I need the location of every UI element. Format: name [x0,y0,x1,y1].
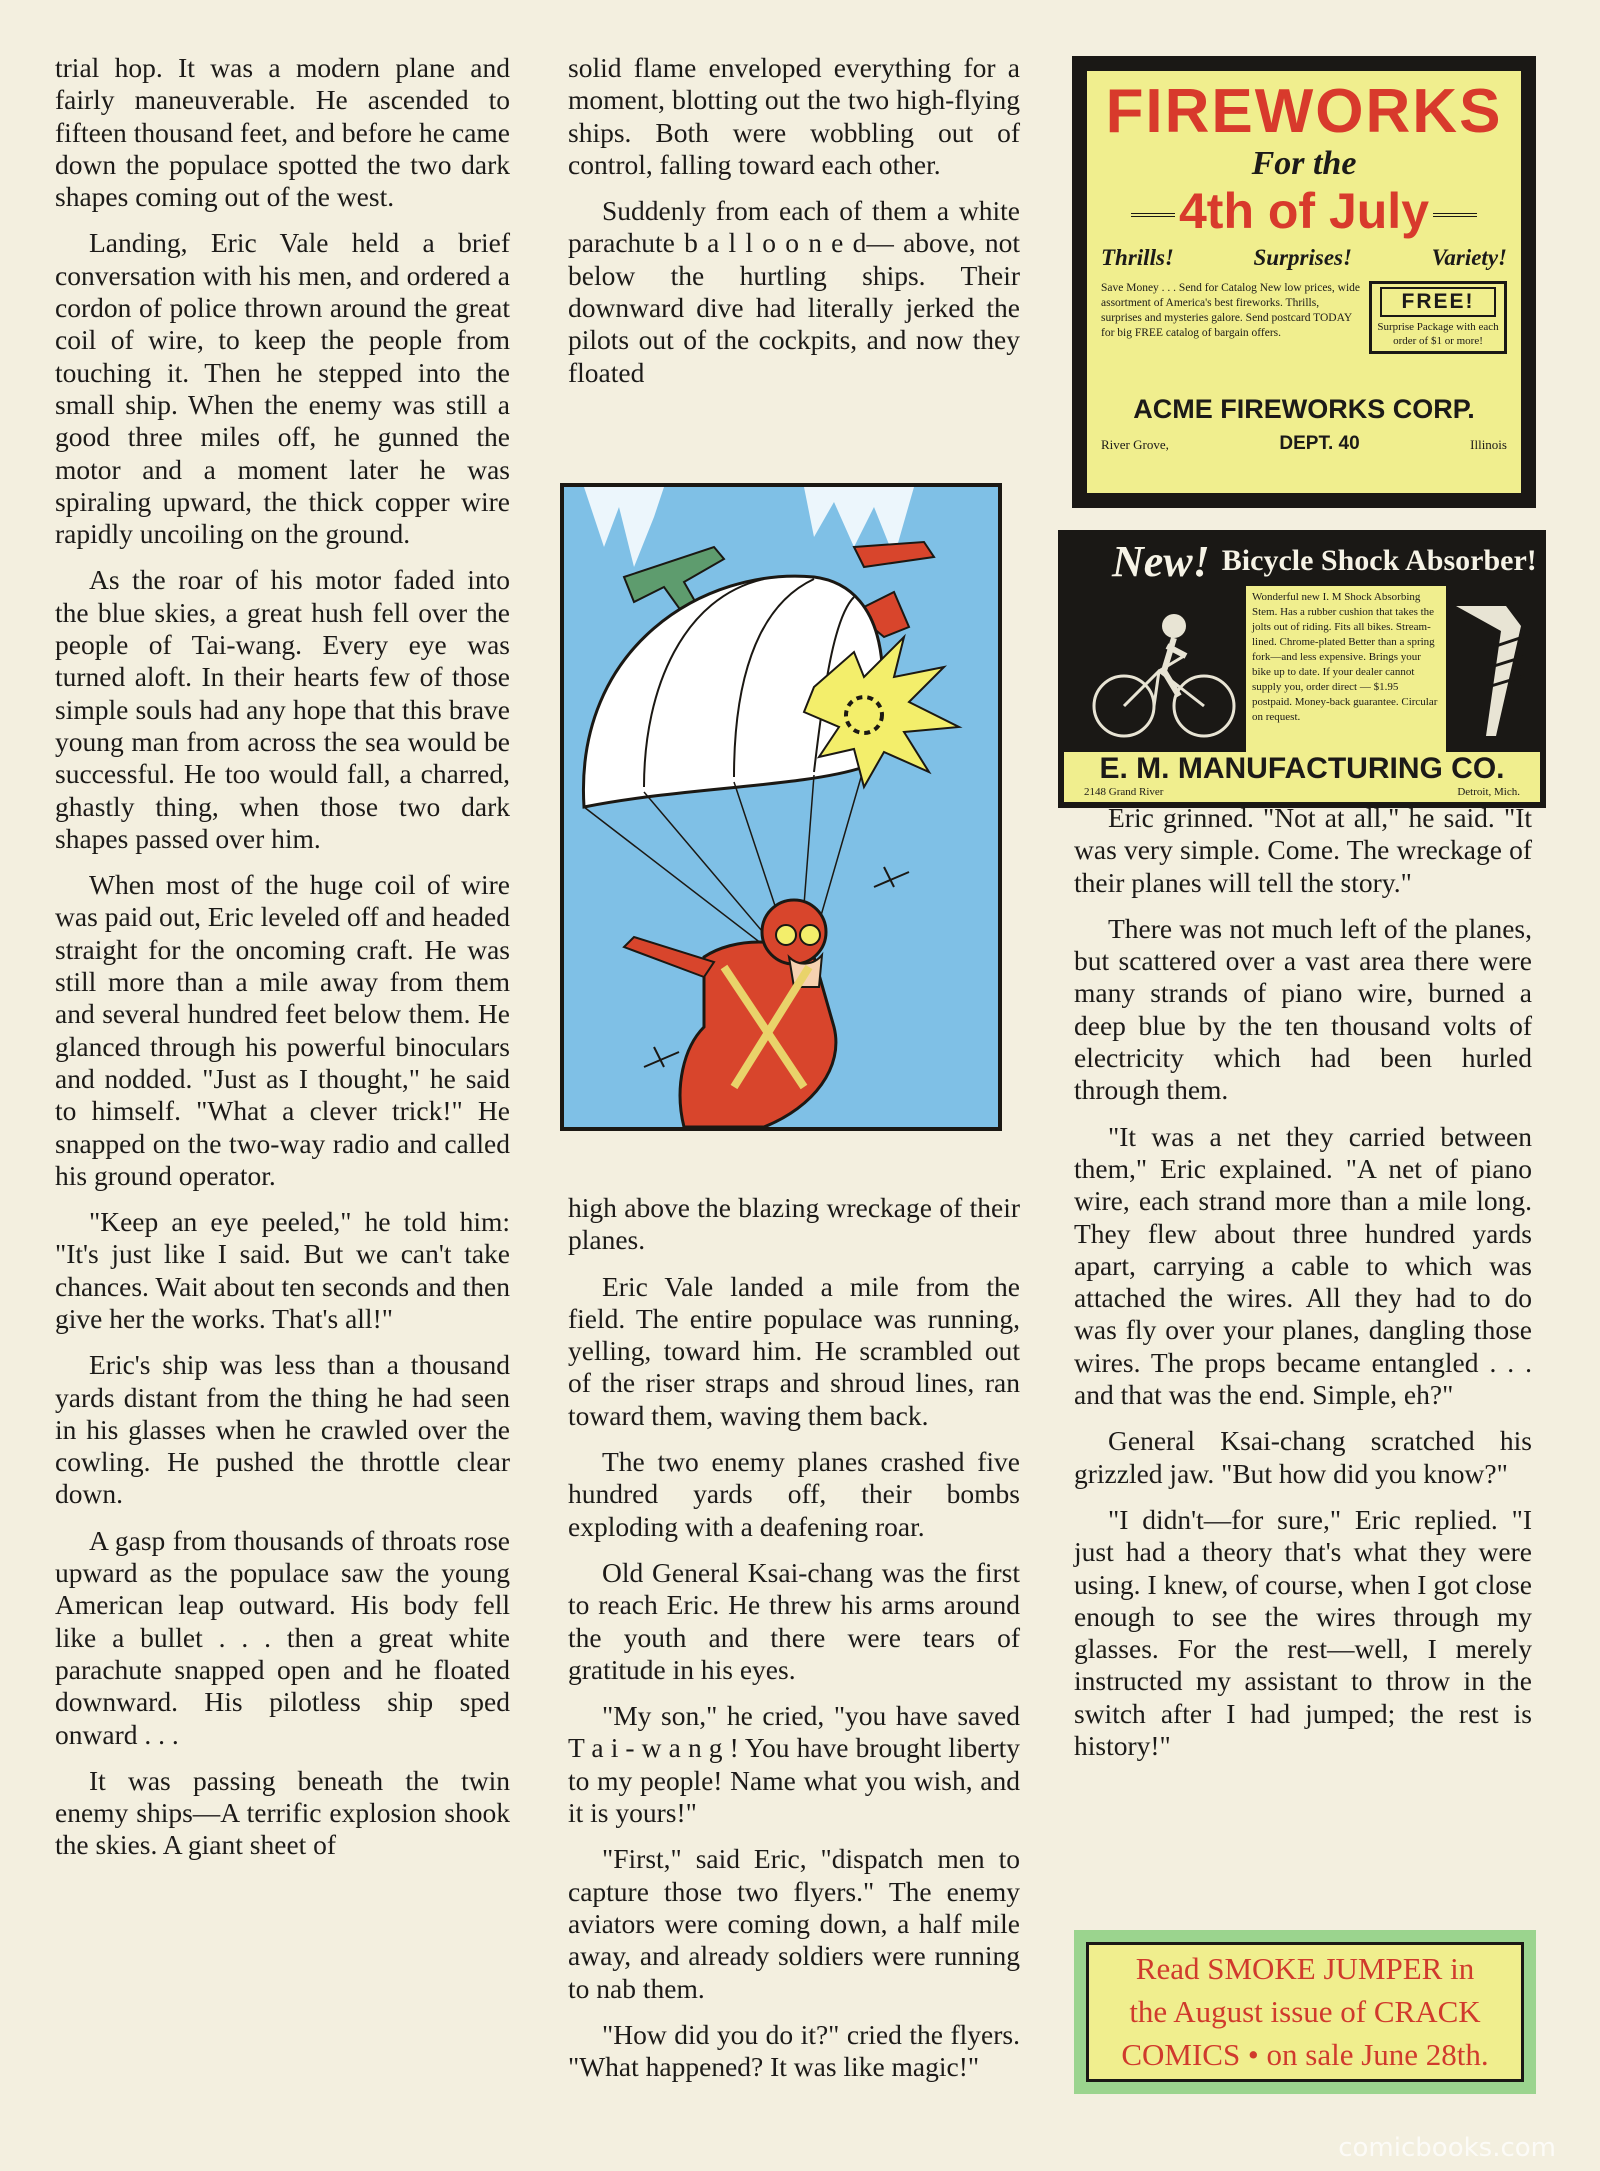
paragraph: General Ksai-chang scratched his grizzled jaw. "But how did you know?" [1074,1425,1532,1489]
tagline: Variety! [1431,245,1507,270]
paragraph: Landing, Eric Vale held a brief conversation with his men, and ordered a cordon of police thrown around the great coil of wire, to keep the people from touching it. Then he stepped into the small ship. When the enemy was still a good three miles off, he gunned the motor and a moment later he was spiraling upward, the thick copper wire rapidly uncoiling on the ground. [55,227,510,550]
bicycle-ad-title: Bicycle Shock Absorber! [1221,544,1537,577]
free-text: Surprise Package with each order of $1 or more! [1377,321,1499,347]
paragraph: "I didn't—for sure," Eric replied. "I just had a theory that's what they were using. I knew, of course, when I got close enough to see the wires through my glasses. For the rest—well, I merely instructed my assistant to throw in the switch after I had jumped; the rest is history!" [1074,1503,1532,1762]
free-title: FREE! [1380,287,1496,317]
fireworks-ad [1072,56,1536,508]
fireworks-body [1101,281,1507,391]
parachute-illustration [560,483,1002,1131]
bicycle-ad-panel [1064,586,1540,802]
fireworks-headline: FIREWORKS [1105,77,1503,146]
fireworks-date-text: 4th of July [1178,183,1430,239]
story-column-1 [55,52,510,1876]
paragraph: When most of the huge coil of wire was paid out, Eric leveled off and headed straight for the oncoming craft. He was still more than a mile away from them and several hundred feet below them. He glanced through his powerful binoculars and nodded. "Just as I thought," he said to himself. "What a clever trick!" He snapped on the two-way radio and called his ground operator. [55,869,510,1191]
paragraph: Suddenly from each of them a white parachute b a l l o o n e d— above, not below the hurtling ships. Their downward dive had literally jerked the pilots out of the cockpits, and now they floated [568,195,1020,388]
street: 2148 Grand River [1084,786,1164,798]
new-label: New! [1112,536,1210,586]
fireworks-address [1101,433,1507,455]
dept: DEPT. 40 [1279,433,1360,454]
paragraph: high above the blazing wreckage of their planes. [568,1192,1020,1256]
watermark: comicbooks.com [1338,2133,1556,2163]
paragraph: It was passing beneath the twin enemy ships—A terrific explosion shook the skies. A giant sheet of [55,1764,510,1861]
fireworks-date [1101,183,1507,239]
tagline: Thrills! [1101,245,1174,270]
free-offer-box [1369,281,1507,354]
story-column-2-bottom [568,1192,1020,2097]
paragraph: solid flame enveloped everything for a moment, blotting out the two high-flying ships. Both were wobbling out of control, falling toward each other. [568,52,1020,180]
city: Detroit, Mich. [1457,786,1520,798]
bicycle-ad-address [1064,786,1540,798]
bicycle-ad-description: Wonderful new I. M Shock Absorbing Stem. Has a rubber cushion that takes the jolts out of riding. Fits all bikes. Stream-lined. Chrome-plated Better than a spring fork—and less expensive. Brings your bike up to date. If your dealer cannot supply you, order direct — $1.95 postpaid. Money-back guarantee. Circular on request. [1246,586,1446,752]
paragraph: "Keep an eye peeled," he told him: "It's just like I said. But we can't take chances. Wait about ten seconds and then give her the works. That's all!" [55,1206,510,1334]
tagline: Surprises! [1253,245,1352,270]
state: Illinois [1470,437,1507,452]
paragraph: Old General Ksai-chang was the first to reach Eric. He threw his arms around the youth and there were tears of gratitude in his eyes. [568,1556,1020,1685]
paragraph: There was not much left of the planes, but scattered over a vast area there were many strands of piano wire, burned a deep blue by the ten thousand volts of electricity which had been hurled through them. [1074,912,1532,1106]
paragraph: trial hop. It was a modern plane and fairly maneuverable. He ascended to fifteen thousand feet, and before he came down the populace spotted the two dark shapes coming out of the west. [55,52,510,213]
fireworks-company: ACME FIREWORKS CORP. [1133,394,1475,424]
fireworks-for-the: For the [1251,145,1357,182]
paragraph: Eric's ship was less than a thousand yards distant from the thing he had seen in his glasses when he crawled over the cowling. He pushed the throttle clear down. [55,1349,510,1510]
paragraph: "First," said Eric, "dispatch men to capture those two flyers." The enemy aviators were coming down, a half mile away, and already soldiers were running to nab them. [568,1843,1020,2004]
shock-absorber-icon [1446,586,1540,752]
fireworks-description: Save Money . . . Send for Catalog New low prices, wide assortment of America's best fireworks. Thrills, surprises and mysteries galore. Send postcard TODAY for big FREE catalog of bargain offers. [1101,282,1361,339]
paragraph: Eric grinned. "Not at all," he said. "It was very simple. Come. The wreckage of their planes will tell the story." [1074,802,1532,898]
paragraph: Eric Vale landed a mile from the field. The entire populace was running, yelling, toward him. He scrambled out of the riser straps and shroud lines, ran toward them, waving them back. [568,1270,1020,1431]
fireworks-taglines [1101,245,1507,271]
paragraph: The two enemy planes crashed five hundred yards off, their bombs exploding with a deafening roar. [568,1446,1020,1542]
paragraph: As the roar of his motor faded into the blue skies, a great hush fell over the people of Tai-wang. Every eye was turned aloft. In their hearts few of those simple souls had any hope that this brave young man from across the sea would be successful. He too would fall, a charred, ghastly thing, when those two dark shapes passed over him. [55,564,510,854]
bicycle-ad-footer [1064,752,1540,802]
ad-line: COMICS • on sale June 28th. [1121,2037,1489,2072]
ad-line: the August issue of CRACK [1129,1994,1481,2029]
bicycle-rider-icon [1064,586,1246,752]
paragraph: A gasp from thousands of throats rose upward as the populace saw the young American leap outward. His body fell like a bullet . . . then a great white parachute snapped open and he floated downward. His pilotless ship sped onward . . . [55,1524,510,1750]
ad-line: Read SMOKE JUMPER in [1135,1951,1475,1986]
bicycle-ad [1058,530,1546,808]
paragraph: "My son," he cried, "you have saved T a i - w a n g ! You have brought liberty to my people! Name what you wish, and it is yours!" [568,1700,1020,1829]
story-column-3 [1074,802,1532,1776]
paragraph: "How did you do it?" cried the flyers. "What happened? It was like magic!" [568,2018,1020,2083]
story-column-2-top [568,52,1020,403]
bicycle-ad-header [1064,536,1540,586]
paragraph: "It was a net they carried between them," Eric explained. "A net of piano wire, each strand more than a mile long. They flew about three hundred yards apart, carrying a cable to which was attached the wires. All they had to do was fly over your planes, dangling those wires. The props became entangled . . . and that was the end. Simple, eh?" [1074,1120,1532,1411]
bicycle-ad-company: E. M. MANUFACTURING CO. [1099,752,1505,785]
smoke-jumper-ad [1074,1930,1536,2094]
city: River Grove, [1101,437,1169,452]
parachute-jumper-image [564,487,998,1127]
